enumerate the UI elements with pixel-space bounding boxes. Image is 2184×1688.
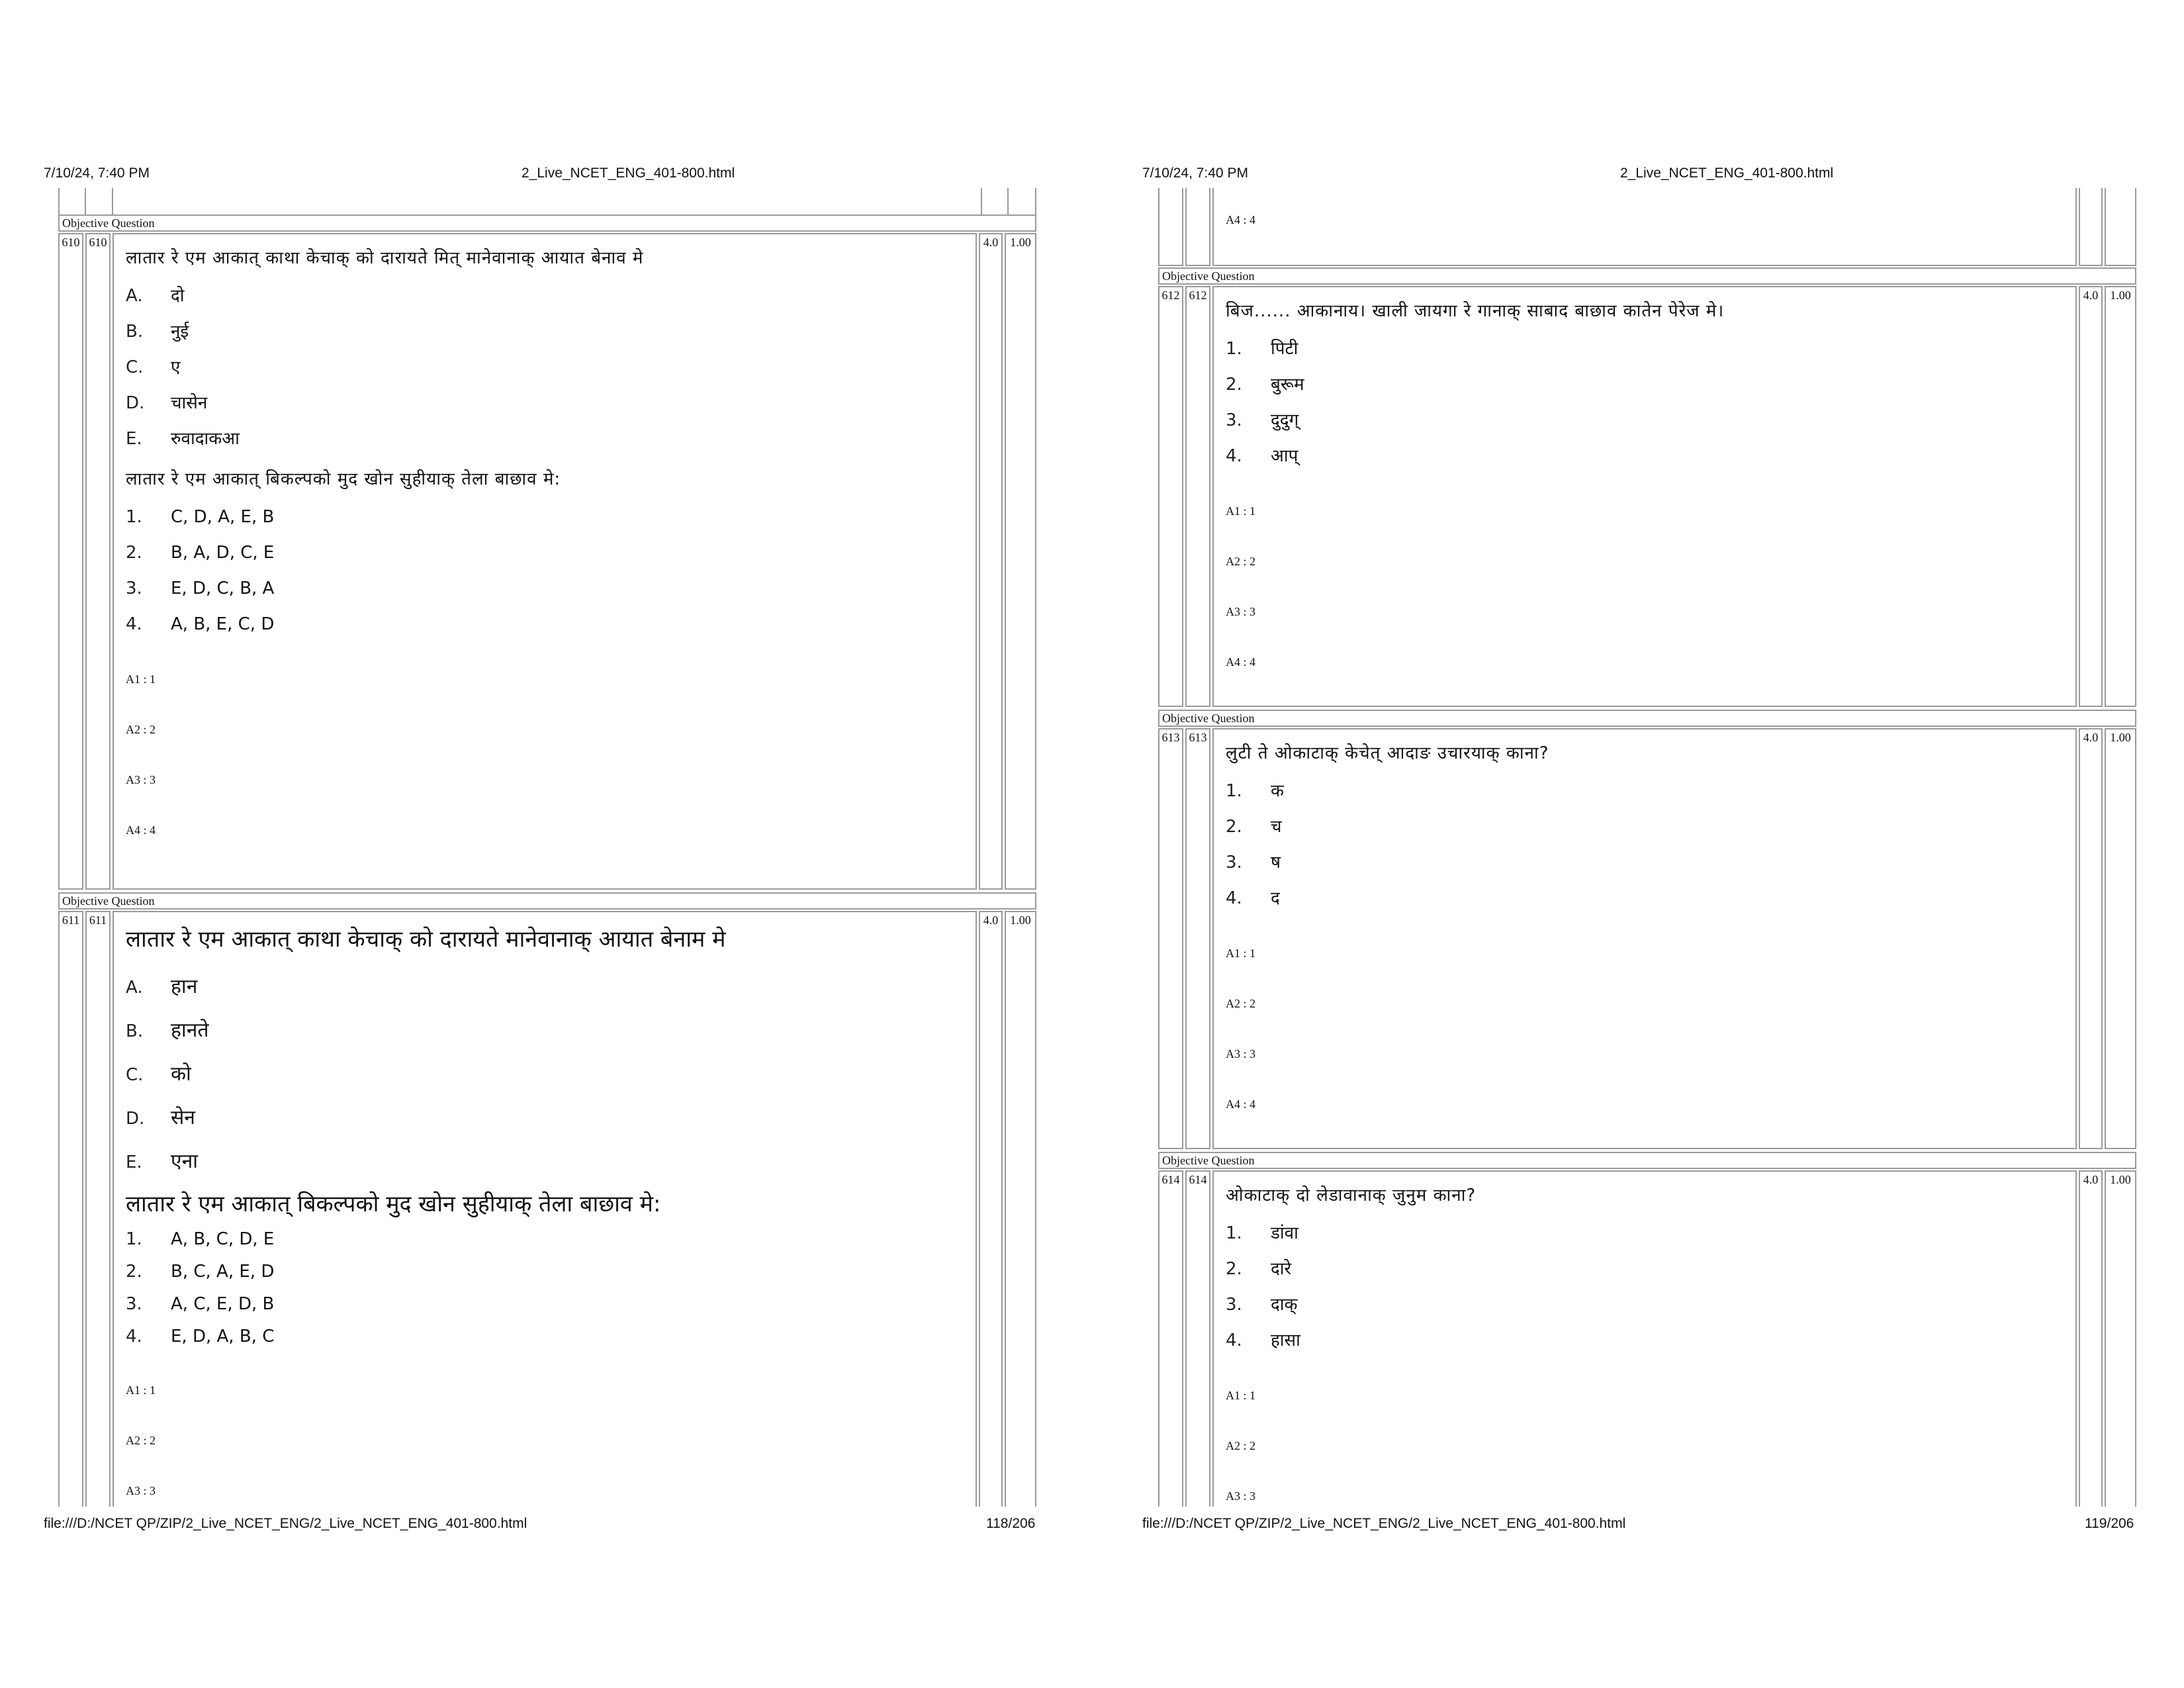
question-row-614 (1158, 1170, 2136, 1507)
marks-value: 4.0 (2079, 286, 2103, 707)
question-table (58, 188, 1036, 1507)
negative-marks-value: 1.00 (2105, 1170, 2136, 1507)
answer-key: A2 : 2 (126, 723, 156, 736)
answer-keys (1226, 928, 2064, 1129)
carry-over-row (1158, 188, 2136, 266)
option-item: 2. दारे (1226, 1259, 1292, 1279)
list-item: A. हान (126, 975, 198, 998)
serial-number: 613 (1158, 728, 1183, 1149)
answer-key: A3 : 3 (1226, 605, 1255, 618)
option-list (126, 1223, 964, 1353)
option-item: 4. E, D, A, B, C (126, 1327, 275, 1346)
answer-key: A1 : 1 (1226, 504, 1255, 518)
question-cell (113, 233, 977, 890)
question-type-band: Objective Question (1158, 1152, 2136, 1169)
serial-number: 611 (58, 911, 83, 1507)
answer-key: A3 : 3 (126, 773, 156, 786)
list-item: D. चासेन (126, 393, 208, 413)
negative-marks-value: 1.00 (2105, 286, 2136, 707)
answer-key: A3 : 3 (1226, 1489, 1255, 1503)
question-id: 614 (1185, 1170, 1210, 1507)
table-top-stubs (58, 188, 1036, 214)
answer-key: A4 : 4 (1226, 655, 1255, 669)
header-datetime: 7/10/24, 7:40 PM (1142, 165, 1248, 181)
list-item: C. को (126, 1062, 191, 1086)
question-cell (1212, 286, 2077, 707)
negative-marks-value: 1.00 (1005, 233, 1036, 890)
answer-key: A2 : 2 (126, 1434, 156, 1447)
question-subtext: लातार रे एम आकात् बिकल्पको मुद खोन सुहीयाक् तेला बाछाव मे: (126, 469, 561, 489)
marks-value: 4.0 (2079, 1170, 2103, 1507)
option-item: 1. A, B, C, D, E (126, 1229, 275, 1249)
marks-value: 4.0 (979, 911, 1003, 1507)
list-item: C. ए (126, 357, 181, 377)
question-cell (1212, 1170, 2077, 1507)
option-item: 2. च (1226, 817, 1282, 837)
answer-key: A3 : 3 (1226, 1047, 1255, 1060)
question-text: लातार रे एम आकात् काथा केचाक् को दारायते मानेवानाक् आयात बेनाम मे (126, 926, 726, 953)
question-type-band: Objective Question (58, 214, 1036, 232)
statement-list (126, 965, 964, 1184)
option-list (1226, 1215, 2064, 1358)
serial-number: 612 (1158, 286, 1183, 707)
answer-keys (1226, 1370, 2064, 1507)
serial-number: 610 (58, 233, 83, 890)
question-id: 612 (1185, 286, 1210, 707)
answer-key: A1 : 1 (126, 1383, 156, 1397)
question-text: लातार रे एम आकात् काथा केचाक् को दारायते मित् मानेवानाक् आयात बेनाव मे (126, 248, 644, 268)
marks-value: 4.0 (2079, 728, 2103, 1149)
answer-keys (126, 654, 964, 855)
question-row-613 (1158, 728, 2136, 1149)
option-item: 2. बुरूम (1226, 375, 1304, 395)
question-type-band: Objective Question (1158, 267, 2136, 285)
question-cell (1212, 728, 2077, 1149)
footer-file-path: file:///D:/NCET QP/ZIP/2_Live_NCET_ENG/2_Live_NCET_ENG_401-800.html (1142, 1516, 1626, 1531)
option-list (1226, 773, 2064, 916)
question-id: 613 (1185, 728, 1210, 1149)
option-item: 4. हासा (1226, 1331, 1300, 1350)
print-page-119 (1092, 0, 2184, 1688)
question-text: लुटी ते ओकाटाक् केचेत् आदाङ उचारयाक् काना? (1226, 743, 1549, 763)
option-item: 3. ष (1226, 853, 1281, 872)
question-table (1158, 188, 2136, 1507)
option-item: 1. पिटी (1226, 339, 1298, 359)
option-item: 3. E, D, C, B, A (126, 579, 275, 598)
question-row-612 (1158, 286, 2136, 707)
list-item: D. सेन (126, 1106, 195, 1129)
negative-marks-value: 1.00 (1005, 911, 1036, 1507)
question-type-band: Objective Question (1158, 710, 2136, 727)
answer-key: A1 : 1 (1226, 947, 1255, 960)
option-item: 2. B, A, D, C, E (126, 543, 275, 563)
answer-key: A1 : 1 (126, 673, 156, 686)
option-item: 4. A, B, E, C, D (126, 614, 275, 634)
option-item: 4. द (1226, 888, 1280, 908)
question-row-611 (58, 911, 1036, 1507)
option-item: 3. A, C, E, D, B (126, 1294, 275, 1314)
footer-file-path: file:///D:/NCET QP/ZIP/2_Live_NCET_ENG/2_Live_NCET_ENG_401-800.html (44, 1516, 527, 1531)
list-item: E. एना (126, 1150, 199, 1173)
list-item: B. हानते (126, 1019, 209, 1042)
header-title: 2_Live_NCET_ENG_401-800.html (1620, 165, 1834, 181)
option-item: 3. दाक् (1226, 1295, 1298, 1315)
list-item: E. रुवादाकआ (126, 429, 240, 449)
option-item: 4. आप् (1226, 446, 1298, 466)
answer-key: A4 : 4 (1226, 213, 1255, 226)
answer-key: A1 : 1 (1226, 1389, 1255, 1402)
option-item: 3. दुदुग् (1226, 410, 1299, 430)
question-text: बिज...... आकानाय। खाली जायगा रे गानाक् साबाद बाछाव कातेन पेरेज मे। (1226, 301, 1725, 321)
question-subtext: लातार रे एम आकात् बिकल्पको मुद खोन सुहीयाक् तेला बाछाव मे: (126, 1191, 661, 1217)
answer-key: A3 : 3 (126, 1484, 156, 1497)
option-list (1226, 331, 2064, 474)
answer-keys (126, 1365, 964, 1507)
answer-key: A4 : 4 (126, 823, 156, 837)
list-item: A. दो (126, 286, 185, 306)
question-id: 611 (85, 911, 111, 1507)
question-cell (1212, 188, 2077, 266)
question-text: ओकाटाक् दो लेडावानाक् जुनुम काना? (1226, 1186, 1477, 1205)
question-row-610 (58, 233, 1036, 890)
footer-page-number: 119/206 (2085, 1516, 2134, 1531)
option-item: 1. क (1226, 781, 1284, 801)
marks-value: 4.0 (979, 233, 1003, 890)
answer-key: A4 : 4 (1226, 1098, 1255, 1111)
option-item: 2. B, C, A, E, D (126, 1262, 275, 1282)
option-list (126, 499, 964, 642)
statement-list (126, 278, 964, 457)
answer-keys (1226, 486, 2064, 687)
question-id: 610 (85, 233, 111, 890)
header-datetime: 7/10/24, 7:40 PM (44, 165, 150, 181)
option-item: 1. C, D, A, E, B (126, 507, 275, 527)
question-cell (113, 911, 977, 1507)
footer-page-number: 118/206 (986, 1516, 1036, 1531)
answer-key: A2 : 2 (1226, 1439, 1255, 1452)
negative-marks-value: 1.00 (2105, 728, 2136, 1149)
answer-key: A2 : 2 (1226, 555, 1255, 568)
list-item: B. नुई (126, 322, 189, 342)
header-title: 2_Live_NCET_ENG_401-800.html (522, 165, 735, 181)
option-item: 1. डांवा (1226, 1223, 1298, 1243)
answer-key: A2 : 2 (1226, 997, 1255, 1010)
question-type-band: Objective Question (58, 892, 1036, 910)
serial-number: 614 (1158, 1170, 1183, 1507)
